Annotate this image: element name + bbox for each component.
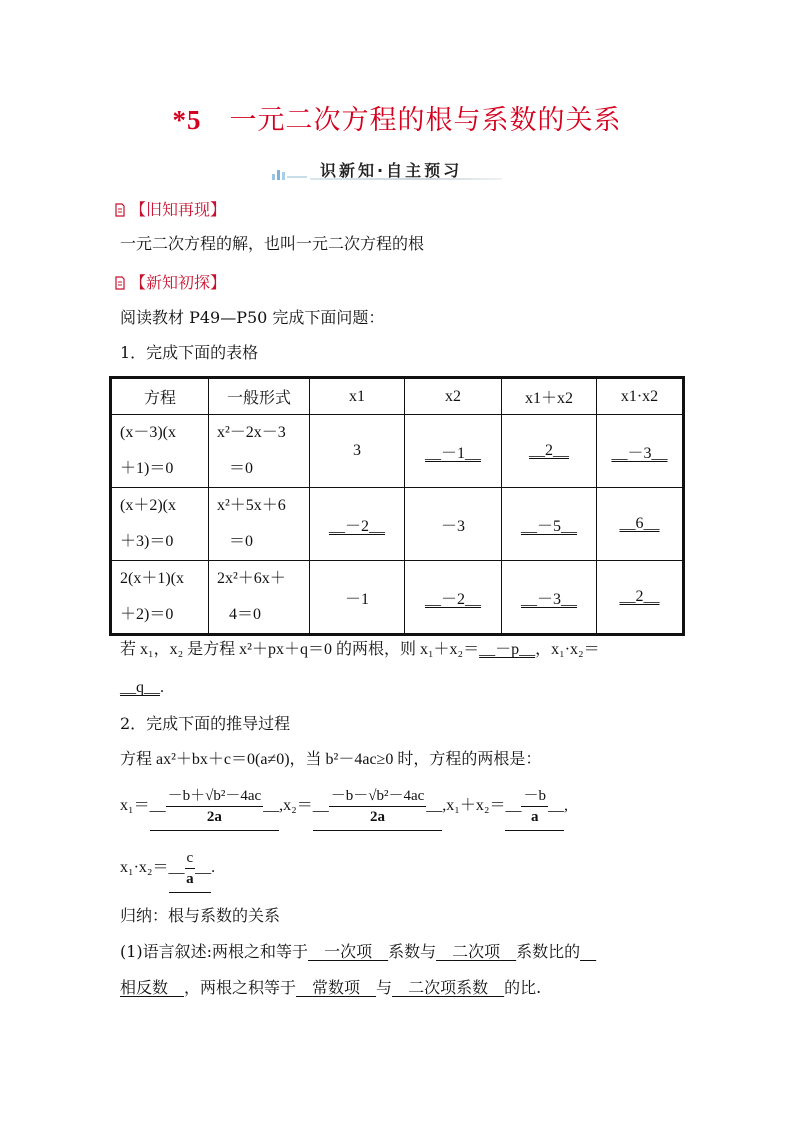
header-equation: 方程 — [111, 378, 209, 415]
general-form-cell: x²－2x－3 ＝0 — [209, 415, 310, 488]
vieta-statement-cont: __q__. — [120, 679, 164, 696]
header-product: x1·x2 — [597, 378, 684, 415]
page-title — [0, 98, 794, 137]
roots-table — [109, 376, 685, 636]
bars-decoration-icon — [270, 166, 310, 180]
reading-instruction: 阅读教材 P49—P50 完成下面问题： — [120, 308, 385, 327]
header-general-form: 一般形式 — [209, 378, 310, 415]
x1-cell: 3 — [310, 415, 405, 488]
product-fraction: $\frac{c}{a}$ — [186, 849, 194, 887]
header-x1: x1 — [310, 378, 405, 415]
table-header-row — [111, 378, 684, 415]
banner-text: 识新知·自主预习 — [320, 161, 463, 180]
header-x2: x2 — [405, 378, 502, 415]
sum-cell: __2__ — [502, 415, 597, 488]
title-star: * — [172, 105, 187, 135]
answer-product: q — [136, 679, 144, 696]
product-cell: __－3__ — [597, 415, 684, 488]
formula-line-2: x₁·x₂＝__ $\frac{c}{a}$ __. — [120, 844, 215, 893]
x1-cell: －1 — [310, 561, 405, 635]
question-1: 1．完成下面的表格 — [120, 343, 259, 362]
bookmark-icon — [114, 203, 126, 217]
equation-cell: 2(x＋1)(x ＋2)＝0 — [111, 561, 209, 635]
table-row — [111, 561, 684, 635]
section-old-heading — [114, 197, 226, 220]
formula-line-1: x₁＝__ $\frac{\text{－b＋√b²－4ac}}{2a}$ __,x₂＝__ $\frac{\text{－b－√b²－4ac}}{2a}$ __,x₁＋x₂＝__ $\frac{-b}{a}$ __, — [120, 782, 568, 831]
product-cell: __6__ — [597, 488, 684, 561]
table-row — [111, 415, 684, 488]
section-banner — [270, 158, 502, 182]
sum-cell: __－3__ — [502, 561, 597, 635]
description-line-2: 相反数__，两根之积等于__常数项__与__二次项系数__的比. — [120, 978, 542, 997]
equation-cell: (x＋2)(x ＋3)＝0 — [111, 488, 209, 561]
question-2: 2．完成下面的推导过程 — [120, 714, 291, 733]
general-form-cell: 2x²＋6x＋ 4＝0 — [209, 561, 310, 635]
sum-fraction: $\frac{-b}{a}$ — [523, 787, 546, 825]
x1-cell: __－2__ — [310, 488, 405, 561]
answer-sum: －p — [495, 641, 520, 658]
section-old-label: 【旧知再现】 — [130, 200, 227, 219]
description-line-1: (1)语言叙述:两根之和等于__一次项__系数与__二次项__系数比的__ — [120, 942, 597, 961]
general-form-cell: x²＋5x＋6 ＝0 — [209, 488, 310, 561]
product-cell: __2__ — [597, 561, 684, 635]
equation-cell: (x－3)(x ＋1)＝0 — [111, 415, 209, 488]
x2-cell: __－1__ — [405, 415, 502, 488]
x2-cell: －3 — [405, 488, 502, 561]
vieta-statement: 若 x₁，x₂ 是方程 x²＋px＋q＝0 的两根，则 x₁＋x₂＝__－p__，x₁·x₂＝ — [120, 641, 600, 658]
section-new-label: 【新知初探】 — [130, 273, 227, 292]
header-sum: x1＋x2 — [502, 378, 597, 415]
x2-fraction: $\frac{\text{－b－√b²－4ac}}{2a}$ — [330, 787, 425, 825]
title-number: 5 — [187, 105, 202, 135]
section-new-heading — [114, 270, 226, 293]
bookmark-icon — [114, 276, 126, 290]
x2-cell: __－2__ — [405, 561, 502, 635]
title-text: 一元二次方程的根与系数的关系 — [229, 105, 622, 136]
sum-cell: __－5__ — [502, 488, 597, 561]
old-knowledge-text: 一元二次方程的解，也叫一元二次方程的根 — [120, 234, 425, 253]
x1-fraction: $\frac{\text{－b＋√b²－4ac}}{2a}$ — [167, 787, 262, 825]
table-row — [111, 488, 684, 561]
summary-heading: 归纳：根与系数的关系 — [120, 906, 281, 925]
derivation-text: 方程 ax²＋bx＋c＝0(a≠0)，当 b²－4ac≥0 时，方程的两根是： — [120, 751, 542, 768]
